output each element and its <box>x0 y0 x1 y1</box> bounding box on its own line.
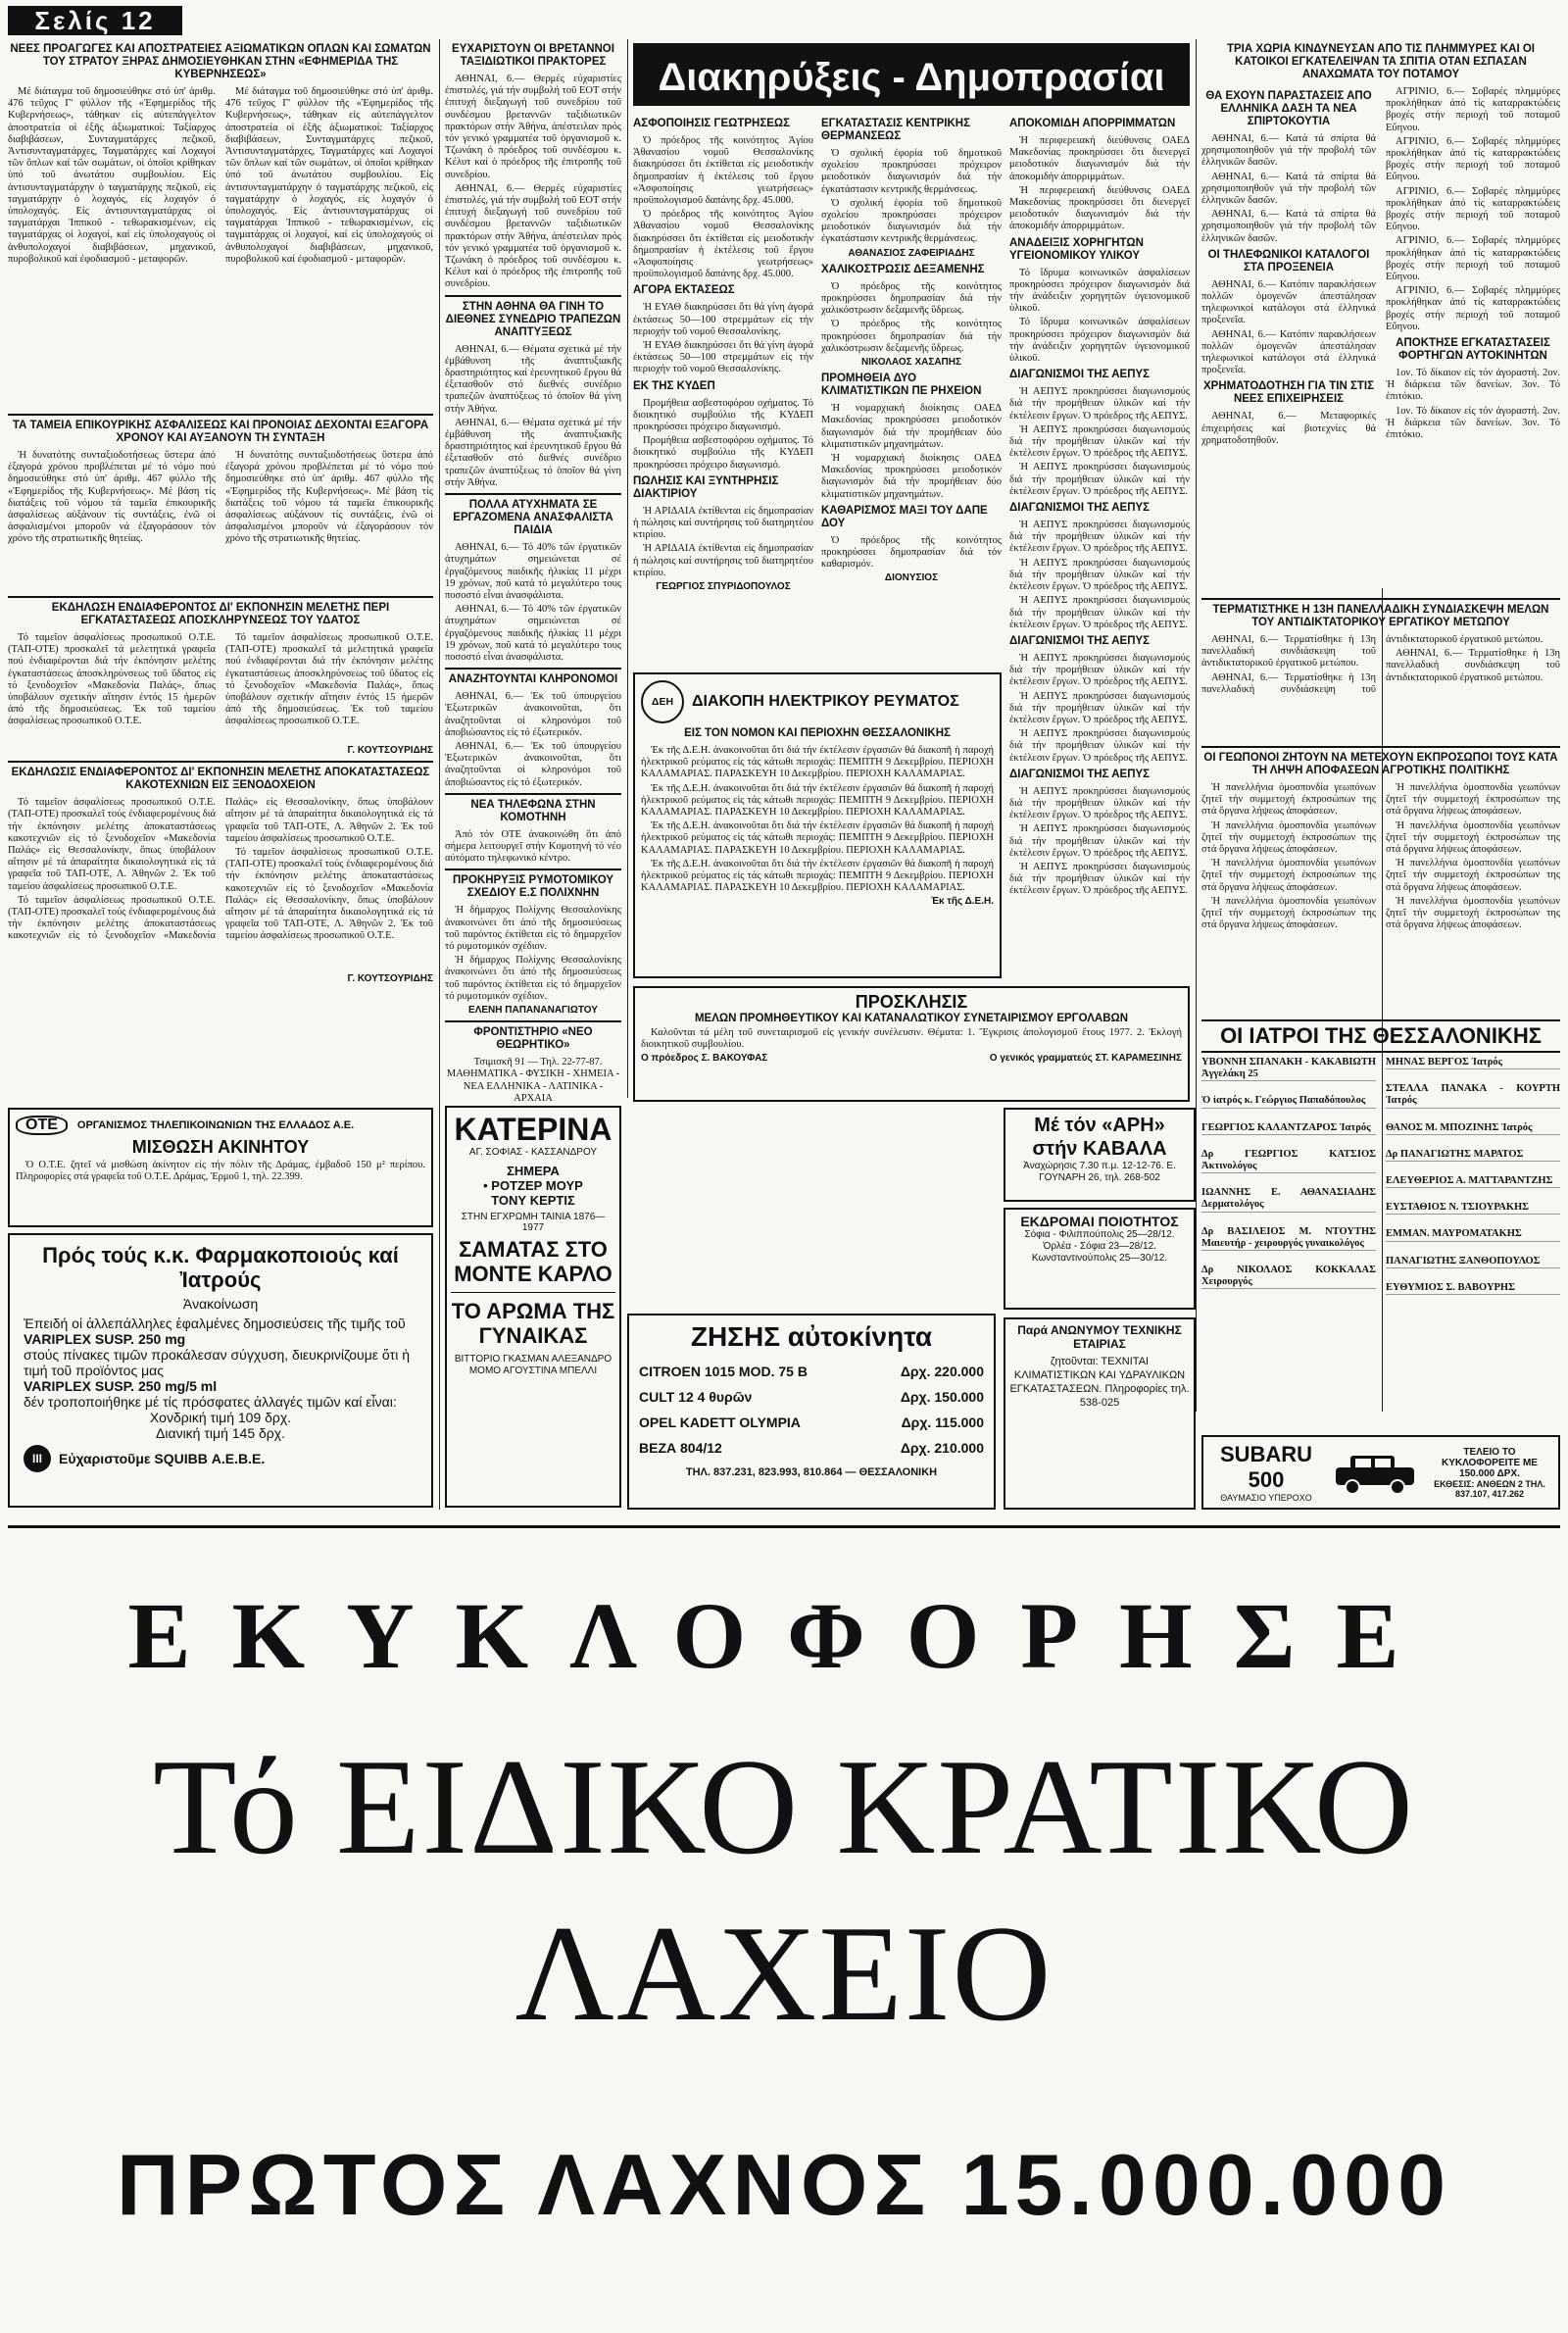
doctor-entry: ΠΑΝΑΓΙΩΤΗΣ ΞΑΝΘΟΠΟΥΛΟΣ <box>1386 1256 1560 1268</box>
actor-name: ΤΟΝΥ ΚΕΡΤΙΣ <box>491 1193 575 1208</box>
article-headline: ΟΙ ΤΗΛΕΦΩΝΙΚΟΙ ΚΑΤΑΛΟΓΟΙ ΣΤΑ ΠΡΟΞΕΝΕΙΑ <box>1207 248 1370 273</box>
article-headline: ΕΥΧΑΡΙΣΤΟΥΝ ΟΙ ΒΡΕΤΑΝΝΟΙ ΤΑΞΙΔΙΩΤΙΚΟΙ ΠΡΑΚΤΟΡΕΣ <box>452 43 614 68</box>
tenders-column-b: ΕΓΚΑΤΑΣΤΑΣΙΣ ΚΕΝΤΡΙΚΗΣ ΘΕΡΜΑΝΣΕΩΣ Ὁ σχολική ἐφορία τοῦ δημοτικοῦ σχολείου προκηρύσσει πρόχειρον μειοδοτικόν διαγωνισμόν διά τήν ἐγκατάστασιν κεντρικῆς θερμάνσεως. Ὁ σχολική ἐφορία τοῦ δημοτικοῦ σχολείου προκηρύσσει πρόχειρον μειοδοτικόν διαγωνισμόν διά τήν ἐγκατάστασιν κεντρικῆς θερμάνσεως. ΑΘΑΝΑΣΙΟΣ ΖΑΦΕΙΡΙΑΔΗΣ ΧΑΛΙΚΟΣΤΡΩΣΙΣ ΔΕΞΑΜΕΝΗΣ Ὁ πρόεδρος τῆς κοινότητος προκηρύσσει δημοπρασίαν διά τήν χαλικόστρωσιν δεξαμενῆς ὕδρεως. Ὁ πρόεδρος τῆς κοινότητος προκηρύσσει δημοπρασίαν διά τήν χαλικόστρωσιν δεξαμενῆς ὕδρεως. ΝΙΚΟΛΑΟΣ ΧΑΣΑΠΗΣ ΠΡΟΜΗΘΕΙΑ ΔΥΟ ΚΛΙΜΑΤΙΣΤΙΚΩΝ ΠΕ ΡΗΧΕΙΟΝ Ἡ νομαρχιακή διοίκησις ΟΑΕΔ Μακεδονίας προκηρύσσει μειοδοτικόν διαγωνισμόν διά τήν προμήθειαν δύο κλιματιστικῶν μηχανημάτων. Ἡ νομαρχιακή διοίκησις ΟΑΕΔ Μακεδονίας προκηρύσσει μειοδοτικόν διαγωνισμόν διά τήν προμήθειαν δύο κλιματιστικῶν μηχανημάτων. ΚΑΘΑΡΙΣΜΟΣ ΜΑΞΙ ΤΟΥ ΔΑΠΕ ΔΟΥ Ὁ πρόεδρος τῆς κοινότητος προκηρύσσει δημοπρασίαν διά τόν καθαρισμόν. ΔΙΟΝΥΣΙΟΣ <box>821 118 1002 584</box>
lottery-line-1: ΕΚΥΚΛΟΦΟΡΗΣΕ <box>127 1583 1441 1688</box>
doctor-entry: ΥΒΟΝΝΗ ΣΠΑΝΑΚΗ - ΚΑΚΑΒΙΩΤΗ Ἀγγελάκη 25 <box>1201 1057 1376 1081</box>
car-price: Δρχ. 150.000 <box>900 1389 984 1405</box>
article-headline: ΤΡΙΑ ΧΩΡΙΑ ΚΙΝΔΥΝΕΥΣΑΝ ΑΠΟ ΤΙΣ ΠΛΗΜΜΥΡΕΣ ΚΑΙ ΟΙ ΚΑΤΟΙΚΟΙ ΕΓΚΑΤΕΛΕΙΨΑΝ ΤΑ ΣΠΙΤΙΑ ΟΤΑΝ ΕΣΠΑΣΑΝ ΑΝΑΧΩΜΑΤΑ ΤΟΥ ΠΟΤΑΜΟΥ <box>1226 43 1536 80</box>
car-row <box>639 1410 984 1435</box>
tender-title: ΔΙΑΓΩΝΙΣΜΟΙ ΤΗΣ ΑΕΠΥΣ <box>1009 768 1151 780</box>
dealer-address: ΕΚΘΕΣΙΣ: ΑΝΘΕΩΝ 2 ΤΗΛ. 837.107, 417.262 <box>1434 1478 1545 1499</box>
doctor-entry: Δρ ΝΙΚΟΛΑΟΣ ΚΟΚΚΑΛΑΣ Χειρουργός <box>1201 1265 1376 1289</box>
lottery-banner <box>8 1525 1560 2319</box>
car-name: CITROEN 1015 MOD. 75 Β <box>639 1364 808 1379</box>
article-headline: ΠΟΛΛΑ ΑΤΥΧΗΜΑΤΑ ΣΕ ΕΡΓΑΖΟΜΕΝΑ ΑΝΑΣΦΑΛΙΣΤΑ ΠΑΙΔΙΑ <box>453 499 613 537</box>
ad-text: στούς πίνακες τιμῶν προκάλεσαν σύγχυση, διευκρινίζουμε ὅτι ἡ τιμή τοῦ προϊόντος μας <box>24 1347 410 1378</box>
doctor-entry: ΕΥΘΥΜΙΟΣ Σ. ΒΑΒΟΥΡΗΣ <box>1386 1282 1560 1295</box>
job-ad-text: ζητοῦνται: ΤΕΧΝΙΤΑΙ ΚΛΙΜΑΤΙΣΤΙΚΩΝ ΚΑΙ ΥΔΡΑΥΛΙΚΩΝ ΕΓΚΑΤΑΣΤΑΣΕΩΝ. Πληροφορίες τηλ. 538-025 <box>1009 1356 1190 1409</box>
cinema-name: ΚΑΤΕΡΙΝΑ <box>454 1112 612 1147</box>
lottery-line-3: ΠΡΩΤΟΣ ΛΑΧΝΟΣ 15.000.000 <box>116 2136 1452 2233</box>
car-name: ΒΕΖΑ 804/12 <box>639 1440 722 1456</box>
job-ad-title: Παρά ΑΝΩΝΥΜΟΥ ΤΕΧΝΙΚΗΣ ΕΤΑΙΡΙΑΣ <box>1017 1323 1182 1351</box>
ad-text: Ὁ Ο.Τ.Ε. ζητεῖ νά μισθώση ἀκίνητον εἰς τήν πόλιν τῆς Δράμας, ἐμβαδοῦ 150 μ² περίπου. Πληροφορίες στά γραφεῖα τοῦ Ο.Τ.Ε. Δράμας, Ἐρμοῦ 1, τηλ. 22.399. <box>16 1160 425 1183</box>
doctor-entry: ΓΕΩΡΓΙΟΣ ΚΑΛΑΝΤΖΑΡΟΣ Ἰατρός <box>1201 1122 1376 1135</box>
company-name: Εὐχαριστοῦμε SQUIBB Α.Ε.Β.Ε. <box>59 1451 266 1466</box>
car-dealer-ad <box>627 1314 996 1510</box>
invitation-notice: ΠΡΟΣΚΛΗΣΙΣ ΜΕΛΩΝ ΠΡΟΜΗΘΕΥΤΙΚΟΥ ΚΑΙ ΚΑΤΑΝΑΛΩΤΙΚΟΥ ΣΥΝΕΤΑΙΡΙΣΜΟΥ ΕΡΓΟΛΑΒΩΝ Καλοῦνται τά μέλη τοῦ συνεταιρισμοῦ εἰς γενικήν συνέλευσιν. Θέματα: 1. Ἔγκρισις ἀπολογισμοῦ ἔτους 1977. 2. Ἐκλογή διοικητικοῦ συμβουλίου. Ο πρόεδρος Σ. ΒΑΚΟΥΦΑΣ Ο γενικός γραμματεύς ΣΤ. ΚΑΡΑΜΕΣΙΝΗΣ <box>633 986 1190 1102</box>
column-rule <box>627 39 628 1098</box>
car-model: SUBARU 500 <box>1219 1442 1313 1492</box>
tender-title: ΠΡΟΜΗΘΕΙΑ ΔΥΟ ΚΛΙΜΑΤΙΣΤΙΚΩΝ ΠΕ ΡΗΧΕΙΟΝ <box>821 372 982 398</box>
product-name: VARIPLEX SUSP. 250 mg <box>24 1331 186 1347</box>
signature: ΝΙΚΟΛΑΟΣ ΧΑΣΑΠΗΣ <box>860 357 961 369</box>
article-headline: ΣΤΗΝ ΑΘΗΝΑ ΘΑ ΓΙΝΗ ΤΟ ΔΙΕΘΝΕΣ ΣΥΝΕΔΡΙΟ ΤΡΑΠΕΖΩΝ ΑΝΑΠΤΥΞΕΩΣ <box>445 300 621 338</box>
wholesale-price: Χονδρική τιμή 109 δρχ. <box>149 1410 292 1425</box>
ote-ad <box>8 1108 433 1227</box>
notice-subtitle: ΕΙΣ ΤΟΝ ΝΟΜΟΝ ΚΑΙ ΠΕΡΙΟΧΗΝ ΘΕΣΣΑΛΟΝΙΚΗΣ <box>684 727 951 739</box>
notice-title: ΠΡΟΣΚΛΗΣΙΣ <box>855 992 968 1012</box>
lottery-line-2: Τό ΕΙΔΙΚΟ ΚΡΑΤΙΚΟ ΛΑΧΕΙΟ <box>153 1731 1415 2050</box>
directory-title: ΟΙ ΙΑΤΡΟΙ ΤΗΣ ΘΕΣΣΑΛΟΝΙΚΗΣ <box>1201 1019 1560 1053</box>
excursions-text: Σόφια - Φιλιππούπολις 25—28/12. Ὀρλέα - Σόφια 23—28/12. Κωνσταντινούπολις 25—30/12. <box>1024 1229 1175 1264</box>
article-headline: ΕΚΔΗΛΩΣΗ ΕΝΔΙΑΦΕΡΟΝΤΟΣ ΔΙ' ΕΚΠΟΝΗΣΙΝ ΜΕΛΕΤΗΣ ΠΕΡΙ ΕΓΚΑΤΑΣΤΑΣΕΩΣ ΑΠΟΣΚΛΗΡΥΝΣΕΩΣ ΤΟΥ ΥΔΑΤΟΣ <box>51 602 390 626</box>
squibb-logo: III <box>24 1445 51 1472</box>
tender-title: ΑΣΦΟΠΟΙΗΣΙΣ ΓΕΩΤΡΗΣΕΩΣ <box>633 118 791 129</box>
article-headline: ΧΡΗΜΑΤΟΔΟΤΗΣΗ ΓΙΑ ΤΙΝ ΣΤΙΣ ΝΕΕΣ ΕΠΙΧΕΙΡΗΣΕΙΣ <box>1202 380 1374 406</box>
notice-subtitle: ΜΕΛΩΝ ΠΡΟΜΗΘΕΥΤΙΚΟΥ ΚΑΙ ΚΑΤΑΝΑΛΩΤΙΚΟΥ ΣΥΝΕΤΑΙΡΙΣΜΟΥ ΕΡΓΟΛΑΒΩΝ <box>694 1013 1129 1024</box>
signature: Γ. ΚΟΥΤΣΟΥΡΙΔΗΣ <box>347 973 433 985</box>
car-list <box>639 1359 984 1461</box>
signature: ΔΙΟΝΥΣΙΟΣ <box>884 572 939 584</box>
product-name: VARIPLEX SUSP. 250 mg/5 ml <box>24 1378 218 1394</box>
doctor-entry: ΣΤΕΛΛΑ ΠΑΝΑΚΑ - ΚΟΥΡΤΗ Ἰατρός <box>1386 1083 1560 1108</box>
car-price: Δρχ. 210.000 <box>900 1440 984 1456</box>
signature: Ἐκ τῆς Δ.Ε.Η. <box>931 896 994 908</box>
column-rule <box>1196 39 1197 1412</box>
cinema-ad <box>445 1106 621 1508</box>
car-name: CULT 12 4 θυρῶν <box>639 1389 753 1405</box>
article-headline: ΟΙ ΓΕΩΠΟΝΟΙ ΖΗΤΟΥΝ ΝΑ ΜΕΤΕΧΟΥΝ ΕΚΠΡΟΣΩΠΟΙ ΤΟΥΣ ΚΑΤΑ ΤΗ ΛΗΨΗ ΑΠΟΦΑΣΕΩΝ ΑΓΡΟΤΙΚΗΣ ΠΟΛΙΤΙΚΗΣ <box>1203 752 1558 776</box>
excursions-title: ΕΚΔΡΟΜΑΙ ΠΟΙΟΤΗΤΟΣ <box>1020 1214 1179 1229</box>
dealer-name: ΖΗΣΗΣ αὐτοκίνητα <box>690 1321 933 1352</box>
article-headline: ΤΕΡΜΑΤΙΣΤΗΚΕ Η 13Η ΠΑΝΕΛΛΑΔΙΚΗ ΣΥΝΔΙΑΣΚΕΨΗ ΜΕΛΩΝ ΤΟΥ ΑΝΤΙΔΙΚΤΑΤΟΡΙΚΟΥ ΕΡΓΑΤΙΚΟΥ ΜΕΤΩΠΟΥ <box>1212 604 1549 628</box>
article-body: ΘΑ ΕΧΟΥΝ ΠΑΡΑΣΤΑΣΕΙΣ ΑΠΟ ΕΛΛΗΝΙΚΑ ΔΑΣΗ ΤΑ ΝΕΑ ΣΠΙΡΤΟΚΟΥΤΙΑ ΑΘΗΝΑΙ, 6.— Κατά τά σπίρτα θά χρησιμοποιηθοῦν γιά τήν προβολή τῶν ἑλληνικῶν δασῶν. ΑΘΗΝΑΙ, 6.— Κατά τά σπίρτα θά χρησιμοποιηθοῦν γιά τήν προβολή τῶν ἑλληνικῶν δασῶν. ΑΘΗΝΑΙ, 6.— Κατά τά σπίρτα θά χρησιμοποιηθοῦν γιά τήν προβολή τῶν ἑλληνικῶν δασῶν. ΟΙ ΤΗΛΕΦΩΝΙΚΟΙ ΚΑΤΑΛΟΓΟΙ ΣΤΑ ΠΡΟΞΕΝΕΙΑ ΑΘΗΝΑΙ, 6.— Κατόπιν παρακλήσεων πολλῶν ὁμογενῶν ἀπεστάλησαν τηλεφωνικοί κατάλογοι στά ἑλληνικά προξενεῖα. ΑΘΗΝΑΙ, 6.— Κατόπιν παρακλήσεων πολλῶν ὁμογενῶν ἀπεστάλησαν τηλεφωνικοί κατάλογοι στά ἑλληνικά προξενεῖα. ΧΡΗΜΑΤΟΔΟΤΗΣΗ ΓΙΑ ΤΙΝ ΣΤΙΣ ΝΕΕΣ ΕΠΙΧΕΙΡΗΣΕΙΣ ΑΘΗΝΑΙ, 6.— Μεταφορικές ἐπιχειρήσεις καί βιοτεχνίες θά χρηματοδοτηθοῦν. ΑΓΡΙΝΙΟ, 6.— Σοβαρές πλημμύρες προκλήθηκαν ἀπό τίς καταρρακτώδεις βροχές στήν περιοχή τοῦ ποταμοῦ Εὔηνου. ΑΓΡΙΝΙΟ, 6.— Σοβαρές πλημμύρες προκλήθηκαν ἀπό τίς καταρρακτώδεις βροχές στήν περιοχή τοῦ ποταμοῦ Εὔηνου. ΑΓΡΙΝΙΟ, 6.— Σοβαρές πλημμύρες προκλήθηκαν ἀπό τίς καταρρακτώδεις βροχές στήν περιοχή τοῦ ποταμοῦ Εὔηνου. ΑΓΡΙΝΙΟ, 6.— Σοβαρές πλημμύρες προκλήθηκαν ἀπό τίς καταρρακτώδεις βροχές στήν περιοχή τοῦ ποταμοῦ Εὔηνου. ΑΓΡΙΝΙΟ, 6.— Σοβαρές πλημμύρες προκλήθηκαν ἀπό τίς καταρρακτώδεις βροχές στήν περιοχή τοῦ ποταμοῦ Εὔηνου. ΑΠΟΚΤΗΣΕ ΕΓΚΑΤΑΣΤΑΣΕΙΣ ΦΟΡΤΗΓΩΝ ΑΥΤΟΚΙΝΗΤΩΝ 1ον. Τό δίκαιον εἰς τόν ἀγοραστή. 2ον. Ἡ διάρκεια τῶν δανείων. 3ον. Τό ἐπιτόκιο. 1ον. Τό δίκαιον εἰς τόν ἀγοραστή. 2ον. Ἡ διάρκεια τῶν δανείων. 3ον. Τό ἐπιτόκιο. <box>1201 86 1560 446</box>
column-right-top <box>1201 39 1560 588</box>
column-2: ΕΥΧΑΡΙΣΤΟΥΝ ΟΙ ΒΡΕΤΑΝΝΟΙ ΤΑΞΙΔΙΩΤΙΚΟΙ ΠΡΑΚΤΟΡΕΣ ΑΘΗΝΑΙ, 6.— Θερμές εὐχαριστίες ἐπιστολές, γιά τήν συμβολή τοῦ ΕΟΤ στήν ἐπιτυχή διεξαγωγή τοῦ συνεδρίου τοῦ συνδέσμου βρεταννῶν ταξιδιωτικῶν πρακτόρων στήν Ἀθήνα, ἀπέστειλαν πρός τόν γενικό γραμματέα τοῦ ὀργανισμοῦ κ. Τζωνάκη ὁ πρόεδρος τοῦ συνδέσμου κ. Κέλυτ καί ὁ πρόεδρος τῆς ἐπιτροπῆς τοῦ συνεδρίου. ΑΘΗΝΑΙ, 6.— Θερμές εὐχαριστίες ἐπιστολές, γιά τήν συμβολή τοῦ ΕΟΤ στήν ἐπιτυχή διεξαγωγή τοῦ συνεδρίου τοῦ συνδέσμου βρεταννῶν ταξιδιωτικῶν πρακτόρων στήν Ἀθήνα, ἀπέστειλαν πρός τόν γενικό γραμματέα τοῦ ὀργανισμοῦ κ. Τζωνάκη ὁ πρόεδρος τοῦ συνδέσμου κ. Κέλυτ καί ὁ πρόεδρος τῆς ἐπιτροπῆς τοῦ συνεδρίου. ΣΤΗΝ ΑΘΗΝΑ ΘΑ ΓΙΝΗ ΤΟ ΔΙΕΘΝΕΣ ΣΥΝΕΔΡΙΟ ΤΡΑΠΕΖΩΝ ΑΝΑΠΤΥΞΕΩΣ ΑΘΗΝΑΙ, 6.— Θέματα σχετικά μέ τήν ἐμβάθυνση τῆς ἀναπτυξιακῆς δραστηριότητος καί ἐρευνητικοῦ ἔργου θά ἐξετασθοῦν στό διεθνές συνέδριο τραπεζῶν ἀναπτύξεως τό ὁποῖον θά γίνη στήν Ἀθήνα. ΑΘΗΝΑΙ, 6.— Θέματα σχετικά μέ τήν ἐμβάθυνση τῆς ἀναπτυξιακῆς δραστηριότητος καί ἐρευνητικοῦ ἔργου θά ἐξετασθοῦν στό διεθνές συνέδριο τραπεζῶν ἀναπτύξεως τό ὁποῖον θά γίνη στήν Ἀθήνα. ΠΟΛΛΑ ΑΤΥΧΗΜΑΤΑ ΣΕ ΕΡΓΑΖΟΜΕΝΑ ΑΝΑΣΦΑΛΙΣΤΑ ΠΑΙΔΙΑ ΑΘΗΝΑΙ, 6.— Τό 40% τῶν ἐργατικῶν ἀτυχημάτων σημειώνεται σέ ἐργαζόμενους παιδικῆς ἡλικίας 11 μέχρι 19 χρόνων, ποῦ κατά τό μεγαλύτερο τους ποσοστό εἶναι ἀνασφάλιστα. ΑΘΗΝΑΙ, 6.— Τό 40% τῶν ἐργατικῶν ἀτυχημάτων σημειώνεται σέ ἐργαζόμενους παιδικῆς ἡλικίας 11 μέχρι 19 χρόνων, ποῦ κατά τό μεγαλύτερο τους ποσοστό εἶναι ἀνασφάλιστα. ΑΝΑΖΗΤΟΥΝΤΑΙ ΚΛΗΡΟΝΟΜΟΙ ΑΘΗΝΑΙ, 6.— Ἐκ τοῦ ὑπουργείου Ἐξωτερικῶν ἀνακοινοῦται, ὅτι ἀναζητοῦνται οἱ κληρονόμοι τοῦ ἀποβιώσαντος εἰς τό ἐξωτερικόν. ΑΘΗΝΑΙ, 6.— Ἐκ τοῦ ὑπουργείου Ἐξωτερικῶν ἀνακοινοῦται, ὅτι ἀναζητοῦνται οἱ κληρονόμοι τοῦ ἀποβιώσαντος εἰς τό ἐξωτερικόν. ΝΕΑ ΤΗΛΕΦΩΝΑ ΣΤΗΝ ΚΟΜΟΤΗΝΗ Ἀπό τόν ΟΤΕ ἀνακοινώθη ὅτι ἀπό σήμερα λειτουργεῖ στήν Κομοτηνή τό νέο αὐτόματο τηλεφωνικό κέντρο. ΠΡΟΚΗΡΥΞΙΣ ΡΥΜΟΤΟΜΙΚΟΥ ΣΧΕΔΙΟΥ Ε.Σ ΠΟΛΙΧΝΗΝ Ἡ δήμαρχος Πολίχνης Θεσσαλονίκης ἀνακοινώνει ὅτι ἀπό τῆς δημοσιεύσεως τοῦ παρόντος ἐκτίθεται εἰς τό δημαρχεῖον τό ρυμοτομικόν σχέδιον. Ἡ δήμαρχος Πολίχνης Θεσσαλονίκης ἀνακοινώνει ὅτι ἀπό τῆς δημοσιεύσεως τοῦ παρόντος ἐκτίθεται εἰς τό δημαρχεῖον τό ρυμοτομικόν σχέδιον. ΕΛΕΝΗ ΠΑΠΑΝΑΝΑΓΙΩΤΟΥ ΦΡΟΝΤΙΣΤΗΡΙΟ «ΝΕΟ ΘΕΩΡΗΤΙΚΟ» Τσιμισκῆ 91 — Τηλ. 22-77-87. ΜΑΘΗΜΑΤΙΚΑ - ΦΥΣΙΚΗ - ΧΗΜΕΙΑ - ΝΕΑ ΕΛΛΗΝΙΚΑ - ΛΑΤΙΝΙΚΑ - ΑΡΧΑΙΑ <box>445 43 621 1104</box>
article-headline: ΝΕΕΣ ΠΡΟΑΓΩΓΕΣ ΚΑΙ ΑΠΟΣΤΡΑΤΕΙΕΣ ΑΞΙΩΜΑΤΙΚΩΝ ΟΠΛΩΝ ΚΑΙ ΣΩΜΑΤΩΝ ΤΟΥ ΣΤΡΑΤΟΥ ΞΗΡΑΣ ΔΗΜΟΣΙΕΥΘΗΚΑΝ ΣΤΗΝ «ΕΦΗΜΕΡΙΔΑ ΤΗΣ ΚΥΒΕΡΝΗΣΕΩΣ» <box>10 43 431 80</box>
school-ad-text: Τσιμισκῆ 91 — Τηλ. 22-77-87. ΜΑΘΗΜΑΤΙΚΑ - ΦΥΣΙΚΗ - ΧΗΜΕΙΑ - ΝΕΑ ΕΛΛΗΝΙΚΑ - ΛΑΤΙΝΙΚΑ - ΑΡΧΑΙΑ <box>446 1057 620 1104</box>
column-rule <box>439 39 440 1510</box>
signature: ΕΛΕΝΗ ΠΑΠΑΝΑΝΑΓΙΩΤΟΥ <box>468 1004 598 1016</box>
signature: ΓΕΩΡΓΙΟΣ ΣΠΥΡΙΔΟΠΟΥΛΟΣ <box>656 581 791 593</box>
doctor-entry: ΕΜΜΑΝ. ΜΑΥΡΟΜΑΤΑΚΗΣ <box>1386 1228 1560 1241</box>
ote-org-name: ΟΡΓΑΝΙΣΜΟΣ ΤΗΛΕΠΙΚΟΙΝΩΝΙΩΝ ΤΗΣ ΕΛΛΑΔΟΣ Α.Ε. <box>76 1119 355 1131</box>
tender-title: ΕΓΚΑΤΑΣΤΑΣΙΣ ΚΕΝΤΡΙΚΗΣ ΘΕΡΜΑΝΣΕΩΣ <box>821 118 970 142</box>
cinema-address: ΑΓ. ΣΟΦΙΑΣ - ΚΑΣΣΑΝΔΡΟΥ <box>468 1147 598 1158</box>
tender-title: ΕΚ ΤΗΣ ΚΥΔΕΠ <box>633 379 715 392</box>
signature: Ο γενικός γραμματεύς ΣΤ. ΚΑΡΑΜΕΣΙΝΗΣ <box>989 1053 1182 1065</box>
tender-title: ΑΝΑΔΕΙΞΙΣ ΧΟΡΗΓΗΤΩΝ ΥΓΕΙΟΝΟΜΙΚΟΥ ΥΛΙΚΟΥ <box>1009 236 1144 262</box>
dealer-phone: ΤΗΛ. 837.231, 823.993, 810.864 — ΘΕΣΣΑΛΟΝΙΚΗ <box>685 1466 938 1478</box>
retail-price: Διανική τιμή 145 δρχ. <box>156 1425 285 1441</box>
tenders-banner: Διακηρύξεις - Δημοπρασίαι <box>633 43 1190 106</box>
car-tagline: ΘΑΥΜΑΣΙΟ ΥΠΕΡΟΧΟ <box>1220 1493 1312 1503</box>
tender-title: ΔΙΑΓΩΝΙΣΜΟΙ ΤΗΣ ΑΕΠΥΣ <box>1009 634 1151 647</box>
tender-title: ΔΙΑΓΩΝΙΣΜΟΙ ΤΗΣ ΑΕΠΥΣ <box>1009 502 1151 515</box>
notice-title: ΔΙΑΚΟΠΗ ΗΛΕΚΤΡΙΚΟΥ ΡΕΥΜΑΤΟΣ <box>692 692 959 710</box>
tenders-column-a: ΑΣΦΟΠΟΙΗΣΙΣ ΓΕΩΤΡΗΣΕΩΣ Ὁ πρόεδρος τῆς κοινότητος Ἁγίου Ἀθανασίου νομοῦ Θεσσαλονίκης διακηρύσσει ὅτι ἐκτίθεται εἰς μειοδοτικήν δημοπρασίαν ἡ ἐκτέλεσις τοῦ ἔργου «Ἀσφοποίησις γεωτρήσεως» προϋπολογισμοῦ δαπάνης δρχ. 45.000. Ὁ πρόεδρος τῆς κοινότητος Ἁγίου Ἀθανασίου νομοῦ Θεσσαλονίκης διακηρύσσει ὅτι ἐκτίθεται εἰς μειοδοτικήν δημοπρασίαν ἡ ἐκτέλεσις τοῦ ἔργου «Ἀσφοποίησις γεωτρήσεως» προϋπολογισμοῦ δαπάνης δρχ. 45.000. ΑΓΟΡΑ ΕΚΤΑΣΕΩΣ Ἡ ΕΥΑΘ διακηρύσσει ὅτι θά γίνη ἀγορά ἐκτάσεως 50—100 στρεμμάτων εἰς τήν περιοχήν τοῦ νομοῦ Θεσσαλονίκης. Ἡ ΕΥΑΘ διακηρύσσει ὅτι θά γίνη ἀγορά ἐκτάσεως 50—100 στρεμμάτων εἰς τήν περιοχήν τοῦ νομοῦ Θεσσαλονίκης. ΕΚ ΤΗΣ ΚΥΔΕΠ Προμήθεια ασβεστοφόρου οχήματος. Τό διοικητικό συμβούλιο τῆς ΚΥΔΕΠ προκηρύσσει πρόχειρο διαγωνισμό. Προμήθεια ασβεστοφόρου οχήματος. Τό διοικητικό συμβούλιο τῆς ΚΥΔΕΠ προκηρύσσει πρόχειρο διαγωνισμό. ΠΩΛΗΣΙΣ ΚΑΙ ΞΥΝΤΗΡΗΣΙΣ ΔΙΑΚΤΙΡΙΟΥ Ἡ ΑΡΙΔΑΙΑ ἐκτίθενται εἰς δημοπρασίαν ἡ πώλησις καί συντήρησις τοῦ διατηρητέου κτιρίου. Ἡ ΑΡΙΔΑΙΑ ἐκτίθενται εἰς δημοπρασίαν ἡ πώλησις καί συντήρησις τοῦ διατηρητέου κτιρίου. ΓΕΩΡΓΙΟΣ ΣΠΥΡΙΔΟΠΟΥΛΟΣ <box>633 118 813 593</box>
pharmacists-ad <box>8 1233 433 1508</box>
car-price-text: ΤΕΛΕΙΟ ΤΟ ΚΥΚΛΟΦΟΡΕΙΤΕ ΜΕ 150.000 ΔΡΧ. <box>1442 1446 1538 1479</box>
article-headline: ΝΕΑ ΤΗΛΕΦΩΝΑ ΣΤΗΝ ΚΟΜΟΤΗΝΗ <box>470 798 596 823</box>
job-ad <box>1004 1317 1196 1510</box>
doctor-entry: ΙΩΑΝΝΗΣ Ε. ΑΘΑΝΑΣΙΑΔΗΣ Δερματολόγος <box>1201 1187 1376 1212</box>
article-body: Τό ταμεῖον ἀσφαλίσεως προσωπικοῦ Ο.Τ.Ε. (ΤΑΠ-ΟΤΕ) προσκαλεῖ τά μελετητικά γραφεῖα πού ἐνδιαφέρονται διά τήν ἐκπόνησιν μελέτης ἐγκαταστάσεως ἀποσκληρύνσεως τοῦ ὕδατος εἰς τό ξενοδοχεῖον «Μακεδονία Παλάς», ὅπως ὑποβάλουν σχετικήν αἴτησιν ἐντός 15 ἡμερῶν ἀπό τῆς δημοσιεύσεως. Ἐκ τοῦ ταμείου ἀσφαλίσεως προσωπικοῦ Ο.Τ.Ε. Τό ταμεῖον ἀσφαλίσεως προσωπικοῦ Ο.Τ.Ε. (ΤΑΠ-ΟΤΕ) προσκαλεῖ τά μελετητικά γραφεῖα πού ἐνδιαφέρονται διά τήν ἐκπόνησιν μελέτης ἐγκαταστάσεως ἀποσκληρύνσεως τοῦ ὕδατος εἰς τό ξενοδοχεῖον «Μακεδονία Παλάς», ὅπως ὑποβάλουν σχετικήν αἴτησιν ἐντός 15 ἡμερῶν ἀπό τῆς δημοσιεύσεως. Ἐκ τοῦ ταμείου ἀσφαλίσεως προσωπικοῦ Ο.Τ.Ε. <box>8 632 433 727</box>
film-title: ΤΟ ΑΡΩΜΑ ΤΗΣ ΓΥΝΑΙΚΑΣ <box>451 1299 615 1348</box>
article-headline: ΘΑ ΕΧΟΥΝ ΠΑΡΑΣΤΑΣΕΙΣ ΑΠΟ ΕΛΛΗΝΙΚΑ ΔΑΣΗ ΤΑ ΝΕΑ ΣΠΙΡΤΟΚΟΥΤΙΑ <box>1205 90 1372 127</box>
power-cut-notice: ΔΕΗ ΔΙΑΚΟΠΗ ΗΛΕΚΤΡΙΚΟΥ ΡΕΥΜΑΤΟΣ ΕΙΣ ΤΟΝ ΝΟΜΟΝ ΚΑΙ ΠΕΡΙΟΧΗΝ ΘΕΣΣΑΛΟΝΙΚΗΣ Ἐκ τῆς Δ.Ε.Η. ἀνακοινοῦται ὅτι διά τήν ἐκτέλεσιν ἐργασιῶν θά διακοπῆ ἡ παροχή ἠλεκτρικοῦ ρεύματος εἰς τάς κάτωθι περιοχάς: ΠΕΜΠΤΗ 9 Δεκεμβρίου. ΠΕΡΙΟΧΗ ΚΑΛΑΜΑΡΙΑΣ. ΠΑΡΑΣΚΕΥΗ 10 Δεκεμβρίου. ΠΕΡΙΟΧΗ ΚΑΛΑΜΑΡΙΑΣ. Ἐκ τῆς Δ.Ε.Η. ἀνακοινοῦται ὅτι διά τήν ἐκτέλεσιν ἐργασιῶν θά διακοπῆ ἡ παροχή ἠλεκτρικοῦ ρεύματος εἰς τάς κάτωθι περιοχάς: ΠΕΜΠΤΗ 9 Δεκεμβρίου. ΠΕΡΙΟΧΗ ΚΑΛΑΜΑΡΙΑΣ. ΠΑΡΑΣΚΕΥΗ 10 Δεκεμβρίου. ΠΕΡΙΟΧΗ ΚΑΛΑΜΑΡΙΑΣ. Ἐκ τῆς Δ.Ε.Η. ἀνακοινοῦται ὅτι διά τήν ἐκτέλεσιν ἐργασιῶν θά διακοπῆ ἡ παροχή ἠλεκτρικοῦ ρεύματος εἰς τάς κάτωθι περιοχάς: ΠΕΜΠΤΗ 9 Δεκεμβρίου. ΠΕΡΙΟΧΗ ΚΑΛΑΜΑΡΙΑΣ. ΠΑΡΑΣΚΕΥΗ 10 Δεκεμβρίου. ΠΕΡΙΟΧΗ ΚΑΛΑΜΑΡΙΑΣ. Ἐκ τῆς Δ.Ε.Η. ἀνακοινοῦται ὅτι διά τήν ἐκτέλεσιν ἐργασιῶν θά διακοπῆ ἡ παροχή ἠλεκτρικοῦ ρεύματος εἰς τάς κάτωθι περιοχάς: ΠΕΜΠΤΗ 9 Δεκεμβρίου. ΠΕΡΙΟΧΗ ΚΑΛΑΜΑΡΙΑΣ. ΠΑΡΑΣΚΕΥΗ 10 Δεκεμβρίου. ΠΕΡΙΟΧΗ ΚΑΛΑΜΑΡΙΑΣ. Ἐκ τῆς Δ.Ε.Η. <box>633 672 1002 978</box>
car-name: OPEL KADETT OLYMPIA <box>639 1415 801 1430</box>
trip-ad <box>1004 1108 1196 1202</box>
doctor-entry: Ὁ ἰατρός κ. Γεώργιος Παπαδόπουλος <box>1201 1095 1376 1108</box>
trip-title: Μέ τόν «ΑΡΗ» στήν ΚΑΒΑΛΑ <box>1032 1115 1167 1160</box>
article-headline: ΑΠΟΚΤΗΣΕ ΕΓΚΑΤΑΣΤΑΣΕΙΣ ΦΟΡΤΗΓΩΝ ΑΥΤΟΚΙΝΗΤΩΝ <box>1396 337 1550 363</box>
tender-title: ΑΓΟΡΑ ΕΚΤΑΣΕΩΣ <box>633 284 735 297</box>
tenders-column-c: ΑΠΟΚΟΜΙΔΗ ΑΠΟΡΡΙΜΜΑΤΩΝ Ἡ περιφερειακή διεύθυνσις ΟΑΕΔ Μακεδονίας προκηρύσσει ὅτι διενεργεῖ μειοδοτικόν διαγωνισμόν διά τήν ἀποκομιδήν ἀπορριμμάτων. Ἡ περιφερειακή διεύθυνσις ΟΑΕΔ Μακεδονίας προκηρύσσει ὅτι διενεργεῖ μειοδοτικόν διαγωνισμόν διά τήν ἀποκομιδήν ἀπορριμμάτων. ΑΝΑΔΕΙΞΙΣ ΧΟΡΗΓΗΤΩΝ ΥΓΕΙΟΝΟΜΙΚΟΥ ΥΛΙΚΟΥ Τό ἵδρυμα κοινωνικῶν ἀσφαλίσεων προκηρύσσει πρόχειρον διαγωνισμόν διά τήν ἀνάδειξιν χορηγητῶν ὑγειονομικοῦ ὑλικοῦ. Τό ἵδρυμα κοινωνικῶν ἀσφαλίσεων προκηρύσσει πρόχειρον διαγωνισμόν διά τήν ἀνάδειξιν χορηγητῶν ὑγειονομικοῦ ὑλικοῦ. ΔΙΑΓΩΝΙΣΜΟΙ ΤΗΣ ΑΕΠΥΣ Ἡ ΑΕΠΥΣ προκηρύσσει διαγωνισμούς διά τήν προμήθειαν ὑλικῶν καί τήν ἐκτέλεσιν ἔργων. Ὁ πρόεδρος τῆς ΑΕΠΥΣ. Ἡ ΑΕΠΥΣ προκηρύσσει διαγωνισμούς διά τήν προμήθειαν ὑλικῶν καί τήν ἐκτέλεσιν ἔργων. Ὁ πρόεδρος τῆς ΑΕΠΥΣ. Ἡ ΑΕΠΥΣ προκηρύσσει διαγωνισμούς διά τήν προμήθειαν ὑλικῶν καί τήν ἐκτέλεσιν ἔργων. Ὁ πρόεδρος τῆς ΑΕΠΥΣ. ΔΙΑΓΩΝΙΣΜΟΙ ΤΗΣ ΑΕΠΥΣ Ἡ ΑΕΠΥΣ προκηρύσσει διαγωνισμούς διά τήν προμήθειαν ὑλικῶν καί τήν ἐκτέλεσιν ἔργων. Ὁ πρόεδρος τῆς ΑΕΠΥΣ. Ἡ ΑΕΠΥΣ προκηρύσσει διαγωνισμούς διά τήν προμήθειαν ὑλικῶν καί τήν ἐκτέλεσιν ἔργων. Ὁ πρόεδρος τῆς ΑΕΠΥΣ. Ἡ ΑΕΠΥΣ προκηρύσσει διαγωνισμούς διά τήν προμήθειαν ὑλικῶν καί τήν ἐκτέλεσιν ἔργων. Ὁ πρόεδρος τῆς ΑΕΠΥΣ. ΔΙΑΓΩΝΙΣΜΟΙ ΤΗΣ ΑΕΠΥΣ Ἡ ΑΕΠΥΣ προκηρύσσει διαγωνισμούς διά τήν προμήθειαν ὑλικῶν καί τήν ἐκτέλεσιν ἔργων. Ὁ πρόεδρος τῆς ΑΕΠΥΣ. Ἡ ΑΕΠΥΣ προκηρύσσει διαγωνισμούς διά τήν προμήθειαν ὑλικῶν καί τήν ἐκτέλεσιν ἔργων. Ὁ πρόεδρος τῆς ΑΕΠΥΣ. Ἡ ΑΕΠΥΣ προκηρύσσει διαγωνισμούς διά τήν προμήθειαν ὑλικῶν καί τήν ἐκτέλεσιν ἔργων. Ὁ πρόεδρος τῆς ΑΕΠΥΣ. ΔΙΑΓΩΝΙΣΜΟΙ ΤΗΣ ΑΕΠΥΣ Ἡ ΑΕΠΥΣ προκηρύσσει διαγωνισμούς διά τήν προμήθειαν ὑλικῶν καί τήν ἐκτέλεσιν ἔργων. Ὁ πρόεδρος τῆς ΑΕΠΥΣ. Ἡ ΑΕΠΥΣ προκηρύσσει διαγωνισμούς διά τήν προμήθειαν ὑλικῶν καί τήν ἐκτέλεσιν ἔργων. Ὁ πρόεδρος τῆς ΑΕΠΥΣ. Ἡ ΑΕΠΥΣ προκηρύσσει διαγωνισμούς διά τήν προμήθειαν ὑλικῶν καί τήν ἐκτέλεσιν ἔργων. Ὁ πρόεδρος τῆς ΑΕΠΥΣ. <box>1009 118 1190 897</box>
tender-title: ΧΑΛΙΚΟΣΤΡΩΣΙΣ ΔΕΞΑΜΕΝΗΣ <box>821 263 985 275</box>
article-body: Τό ταμεῖον ἀσφαλίσεως προσωπικοῦ Ο.Τ.Ε. (ΤΑΠ-ΟΤΕ) προσκαλεῖ τούς ἐνδιαφερομένους διά τήν ἐκπόνησιν μελέτης ἀποκαταστάσεως κακοτεχνιῶν εἰς τό ξενοδοχεῖον «Μακεδονία Παλάς» εἰς Θεσσαλονίκην, ὅπως ὑποβάλουν αἴτησιν μέ τά ἀπαραίτητα δικαιολογητικά εἰς τά γραφεῖα τοῦ ΤΑΠ-ΟΤΕ, Λ. Ἀθηνῶν 2. Ἐκ τοῦ ταμείου ἀσφαλίσεως προσωπικοῦ Ο.Τ.Ε. Τό ταμεῖον ἀσφαλίσεως προσωπικοῦ Ο.Τ.Ε. (ΤΑΠ-ΟΤΕ) προσκαλεῖ τούς ἐνδιαφερομένους διά τήν ἐκπόνησιν μελέτης ἀποκαταστάσεως κακοτεχνιῶν εἰς τό ξενοδοχεῖον «Μακεδονία Παλάς» εἰς Θεσσαλονίκην, ὅπως ὑποβάλουν αἴτησιν μέ τά ἀπαραίτητα δικαιολογητικά εἰς τά γραφεῖα τοῦ ΤΑΠ-ΟΤΕ, Λ. Ἀθηνῶν 2. Ἐκ τοῦ ταμείου ἀσφαλίσεως προσωπικοῦ Ο.Τ.Ε. Τό ταμεῖον ἀσφαλίσεως προσωπικοῦ Ο.Τ.Ε. (ΤΑΠ-ΟΤΕ) προσκαλεῖ τούς ἐνδιαφερομένους διά τήν ἐκπόνησιν μελέτης ἀποκαταστάσεως κακοτεχνιῶν εἰς τό ξενοδοχεῖον «Μακεδονία Παλάς» εἰς Θεσσαλονίκην, ὅπως ὑποβάλουν αἴτησιν μέ τά ἀπαραίτητα δικαιολογητικά εἰς τά γραφεῖα τοῦ ΤΑΠ-ΟΤΕ, Λ. Ἀθηνῶν 2. Ἐκ τοῦ ταμείου ἀσφαλίσεως προσωπικοῦ Ο.Τ.Ε. <box>8 797 433 942</box>
doctors-directory <box>1201 1019 1560 1431</box>
tender-title: ΑΠΟΚΟΜΙΔΗ ΑΠΟΡΡΙΜΜΑΤΩΝ <box>1009 118 1176 129</box>
deh-logo-icon: ΔΕΗ <box>641 680 684 723</box>
column-right-mid: ΤΕΡΜΑΤΙΣΤΗΚΕ Η 13Η ΠΑΝΕΛΛΑΔΙΚΗ ΣΥΝΔΙΑΣΚΕΨΗ ΜΕΛΩΝ ΤΟΥ ΑΝΤΙΔΙΚΤΑΤΟΡΙΚΟΥ ΕΡΓΑΤΙΚΟΥ ΜΕΤΩΠΟΥ ΑΘΗΝΑΙ, 6.— Τερματίσθηκε ἡ 13η πανελλαδική συνδιάσκεψη τοῦ ἀντιδικτατορικοῦ ἐργατικοῦ μετώπου. ΑΘΗΝΑΙ, 6.— Τερματίσθηκε ἡ 13η πανελλαδική συνδιάσκεψη τοῦ ἀντιδικτατορικοῦ ἐργατικοῦ μετώπου. ΑΘΗΝΑΙ, 6.— Τερματίσθηκε ἡ 13η πανελλαδική συνδιάσκεψη τοῦ ἀντιδικτατορικοῦ ἐργατικοῦ μετώπου. ΟΙ ΓΕΩΠΟΝΟΙ ΖΗΤΟΥΝ ΝΑ ΜΕΤΕΧΟΥΝ ΕΚΠΡΟΣΩΠΟΙ ΤΟΥΣ ΚΑΤΑ ΤΗ ΛΗΨΗ ΑΠΟΦΑΣΕΩΝ ΑΓΡΟΤΙΚΗΣ ΠΟΛΙΤΙΚΗΣ Ἡ πανελλήνια ὁμοσπονδία γεωπόνων ζητεῖ τήν συμμετοχή ἐκπροσώπων της στά ὄργανα λήψεως ἀποφάσεων. Ἡ πανελλήνια ὁμοσπονδία γεωπόνων ζητεῖ τήν συμμετοχή ἐκπροσώπων της στά ὄργανα λήψεως ἀποφάσεων. Ἡ πανελλήνια ὁμοσπονδία γεωπόνων ζητεῖ τήν συμμετοχή ἐκπροσώπων της στά ὄργανα λήψεως ἀποφάσεων. Ἡ πανελλήνια ὁμοσπονδία γεωπόνων ζητεῖ τήν συμμετοχή ἐκπροσώπων της στά ὄργανα λήψεως ἀποφάσεων. Ἡ πανελλήνια ὁμοσπονδία γεωπόνων ζητεῖ τήν συμμετοχή ἐκπροσώπων της στά ὄργανα λήψεως ἀποφάσεων. Ἡ πανελλήνια ὁμοσπονδία γεωπόνων ζητεῖ τήν συμμετοχή ἐκπροσώπων της στά ὄργανα λήψεως ἀποφάσεων. Ἡ πανελλήνια ὁμοσπονδία γεωπόνων ζητεῖ τήν συμμετοχή ἐκπροσώπων της στά ὄργανα λήψεως ἀποφάσεων. Ἡ πανελλήνια ὁμοσπονδία γεωπόνων ζητεῖ τήν συμμετοχή ἐκπροσώπων της στά ὄργανα λήψεως ἀποφάσεων. <box>1201 594 1560 1016</box>
ad-subtitle: Ἀνακοίνωση <box>182 1296 259 1312</box>
article-headline: ΕΚΔΗΛΩΣΙΣ ΕΝΔΙΑΦΕΡΟΝΤΟΣ ΔΙ' ΕΚΠΟΝΗΣΙΝ ΜΕΛΕΤΗΣ ΑΠΟΚΑΤΑΣΤΑΣΕΩΣ ΚΑΚΟΤΕΧΝΙΩΝ ΕΙΣ ΞΕΝΟΔΟΧΕΙΟΝ <box>11 767 430 792</box>
doctor-entry: ΕΛΕΥΘΕΡΙΟΣ Α. ΜΑΤΤΑΡΑΝΤΖΗΣ <box>1386 1175 1560 1188</box>
tender-title: ΔΙΑΓΩΝΙΣΜΟΙ ΤΗΣ ΑΕΠΥΣ <box>1009 369 1151 381</box>
doctor-entry: Δρ ΒΑΣΙΛΕΙΟΣ Μ. ΝΤΟΥΤΗΣ Μαιευτήρ - χειρουργός γυναικολόγος <box>1201 1226 1376 1251</box>
car-row <box>639 1435 984 1461</box>
doctor-entry: ΜΗΝΑΣ ΒΕΡΓΟΣ Ἰατρός <box>1386 1057 1560 1069</box>
school-ad-title: ΦΡΟΝΤΙΣΤΗΡΙΟ «ΝΕΟ ΘΕΩΡΗΤΙΚΟ» <box>473 1026 593 1052</box>
doctor-entry: Δρ ΠΑΝΑΓΙΩΤΗΣ ΜΑΡΑΤΟΣ <box>1386 1149 1560 1162</box>
ad-text: δέν τροποποιήθηκε μέ τίς πρόσφατες ἀλλαγές τιμῶν καί εἶναι: <box>24 1394 397 1410</box>
article-body: Ἡ δυνατότης συνταξιοδοτήσεως ὕστερα ἀπό ἐξαγορά χρόνου προβλέπεται μέ τό νόμο πού δημοσιεύθηκε στό ὑπ' ἀριθμ. 467 φύλλο τῆς «Ἐφημερίδος τῆς Κυβερνήσεως». Μέ βάση τίς διατάξεις τοῦ νόμου τά ταμεῖα ἐπικουρικῆς ἀσφαλίσεως αὐξάνουν τίς συντάξεις, ἐνῶ οἱ ἀσφαλισμένοι μποροῦν νά ἐξαγοράσουν τόν χρόνο τῆς στρατιωτικῆς θητείας. Ἡ δυνατότης συνταξιοδοτήσεως ὕστερα ἀπό ἐξαγορά χρόνου προβλέπεται μέ τό νόμο πού δημοσιεύθηκε στό ὑπ' ἀριθμ. 467 φύλλο τῆς «Ἐφημερίδος τῆς Κυβερνήσεως». Μέ βάση τίς διατάξεις τοῦ νόμου τά ταμεῖα ἐπικουρικῆς ἀσφαλίσεως αὐξάνουν τίς συντάξεις, ἐνῶ οἱ ἀσφαλισμένοι μποροῦν νά ἐξαγοράσουν τόν χρόνο τῆς στρατιωτικῆς θητείας. <box>8 450 433 545</box>
film-note: ΣΤΗΝ ΕΓΧΡΩΜΗ ΤΑΙΝΙΑ 1876—1977 <box>461 1212 606 1233</box>
signature: ΑΘΑΝΑΣΙΟΣ ΖΑΦΕΙΡΙΑΔΗΣ <box>848 247 975 259</box>
tender-title: ΠΩΛΗΣΙΣ ΚΑΙ ΞΥΝΤΗΡΗΣΙΣ ΔΙΑΚΤΙΡΙΟΥ <box>633 474 779 500</box>
car-price: Δρχ. 220.000 <box>900 1364 984 1379</box>
car-price: Δρχ. 115.000 <box>901 1415 984 1430</box>
signature: Γ. ΚΟΥΤΣΟΥΡΙΔΗΣ <box>347 745 433 756</box>
ote-logo: ΟΤΕ <box>16 1116 68 1135</box>
ad-title: ΜΙΣΘΩΣΗ ΑΚΙΝΗΤΟΥ <box>131 1137 310 1158</box>
article-headline: ΑΝΑΖΗΤΟΥΝΤΑΙ ΚΛΗΡΟΝΟΜΟΙ <box>448 673 618 686</box>
page-label: Σελίς 12 <box>8 6 182 35</box>
article-headline: ΠΡΟΚΗΡΥΞΙΣ ΡΥΜΟΤΟΜΙΚΟΥ ΣΧΕΔΙΟΥ Ε.Σ ΠΟΛΙΧΝΗΝ <box>452 874 614 900</box>
ad-text: Ἐπειδή οἱ ἀλλεπάλληλες ἐφαλμένες δημοσιεύσεις τῆς τιμῆς τοῦ <box>24 1315 406 1331</box>
actor-name: • ΡΟΤΖΕΡ ΜΟΥΡ <box>483 1178 583 1193</box>
showing-today: ΣΗΜΕΡΑ <box>507 1164 560 1178</box>
car-icon <box>1331 1448 1419 1497</box>
film-cast: ΒΙΤΤΟΡΙΟ ΓΚΑΣΜΑΝ ΑΛΕΞΑΝΔΡΟ ΜΟΜΟ ΑΓΟΥΣΤΙΝΑ ΜΠΕΛΛΙ <box>454 1354 612 1376</box>
doctor-entry: Δρ ΓΕΩΡΓΙΟΣ ΚΑΤΣΙΟΣ Ἀκτινολόγος <box>1201 1149 1376 1173</box>
article-headline: ΤΑ ΤΑΜΕΙΑ ΕΠΙΚΟΥΡΙΚΗΣ ΑΣΦΑΛΙΣΕΩΣ ΚΑΙ ΠΡΟΝΟΙΑΣ ΔΕΧΟΝΤΑΙ ΕΞΑΓΟΡΑ ΧΡΟΝΟΥ ΚΑΙ ΑΥΞΑΝΟΥΝ ΤΗ ΣΥΝΤΑΞΗ <box>12 420 429 444</box>
excursions-ad <box>1004 1208 1196 1310</box>
doctor-entry: ΘΑΝΟΣ Μ. ΜΠΟΖΙΝΗΣ Ἰατρός <box>1386 1122 1560 1135</box>
signature: Ο πρόεδρος Σ. ΒΑΚΟΥΦΑΣ <box>641 1053 768 1065</box>
film-title: ΣΑΜΑΤΑΣ ΣΤΟ ΜΟΝΤΕ ΚΑΡΛΟ <box>454 1237 612 1286</box>
car-row <box>639 1359 984 1384</box>
ad-title: Πρός τούς κ.κ. Φαρμακοποιούς καί Ἰατρούς <box>42 1243 399 1292</box>
tender-title: ΚΑΘΑΡΙΣΜΟΣ ΜΑΞΙ ΤΟΥ ΔΑΠΕ ΔΟΥ <box>821 504 988 529</box>
doctor-entry: ΕΥΣΤΑΘΙΟΣ Ν. ΤΣΙΟΥΡΑΚΗΣ <box>1386 1202 1560 1215</box>
article-body: Μέ διάταγμα τοῦ δημοσιεύθηκε στό ὑπ' ἀριθμ. 476 τεῦχος Γ' φύλλον τῆς «Ἐφημερίδος τῆς Κυβερνήσεως», τάθηκαν εἰς αὐτεπάγγελτον ἀποστρατεία οἱ ἑξῆς ἀξιωματικοί: Ταξίαρχος διαβιβάσεων, Συνταγματάρχες πεζικοῦ, Ἀντισυνταγματάρχες, Ταγματάρχες καί Λοχαγοί τῶν ὅπλων καί τῶν σωμάτων, οἱ ὁποῖοι κρίθηκαν ὑπό τοῦ ἀνωτάτου συμβουλίου. Εἰς ἀντισυνταγματάρχην ὁ ταγματάρχης πεζικοῦ, εἰς ταγματάρχην ὁ λοχαγός, εἰς λοχαγόν ὁ ὑπολοχαγός. Εἰς ἀντισυνταγματάρχας οἱ ταγματάρχαι Ἱππικοῦ - τεθωρακισμένων, εἰς ταγματάρχας οἱ λοχαγοί, καί εἰς ὑπολοχαγούς οἱ ἀνθυπολοχαγοί διαβιβάσεων, μηχανικοῦ, πυροβολικοῦ καί ἐφοδιασμοῦ - μεταφορῶν. Μέ διάταγμα τοῦ δημοσιεύθηκε στό ὑπ' ἀριθμ. 476 τεῦχος Γ' φύλλον τῆς «Ἐφημερίδος τῆς Κυβερνήσεως», τάθηκαν εἰς αὐτεπάγγελτον ἀποστρατεία οἱ ἑξῆς ἀξιωματικοί: Ταξίαρχος διαβιβάσεων, Συνταγματάρχες πεζικοῦ, Ἀντισυνταγματάρχες, Ταγματάρχες καί Λοχαγοί τῶν ὅπλων καί τῶν σωμάτων, οἱ ὁποῖοι κρίθηκαν ὑπό τοῦ ἀνωτάτου συμβουλίου. Εἰς ἀντισυνταγματάρχην ὁ ταγματάρχης πεζικοῦ, εἰς ταγματάρχην ὁ λοχαγός, εἰς λοχαγόν ὁ ὑπολοχαγός. Εἰς ἀντισυνταγματάρχας οἱ ταγματάρχαι Ἱππικοῦ - τεθωρακισμένων, εἰς ταγματάρχας οἱ λοχαγοί, καί εἰς ὑπολοχαγούς οἱ ἀνθυπολοχαγοί διαβιβάσεων, μηχανικοῦ, πυροβολικοῦ καί ἐφοδιασμοῦ - μεταφορῶν. <box>8 86 433 265</box>
subaru-ad <box>1201 1435 1560 1510</box>
doctor-list <box>1201 1057 1560 1419</box>
car-row <box>639 1384 984 1410</box>
trip-text: Ἀναχώρησις 7.30 π.μ. 12-12-76. Ε. ΓΟΥΝΑΡΗ 26, τηλ. 268-502 <box>1023 1161 1176 1183</box>
column-1 <box>8 39 433 1103</box>
